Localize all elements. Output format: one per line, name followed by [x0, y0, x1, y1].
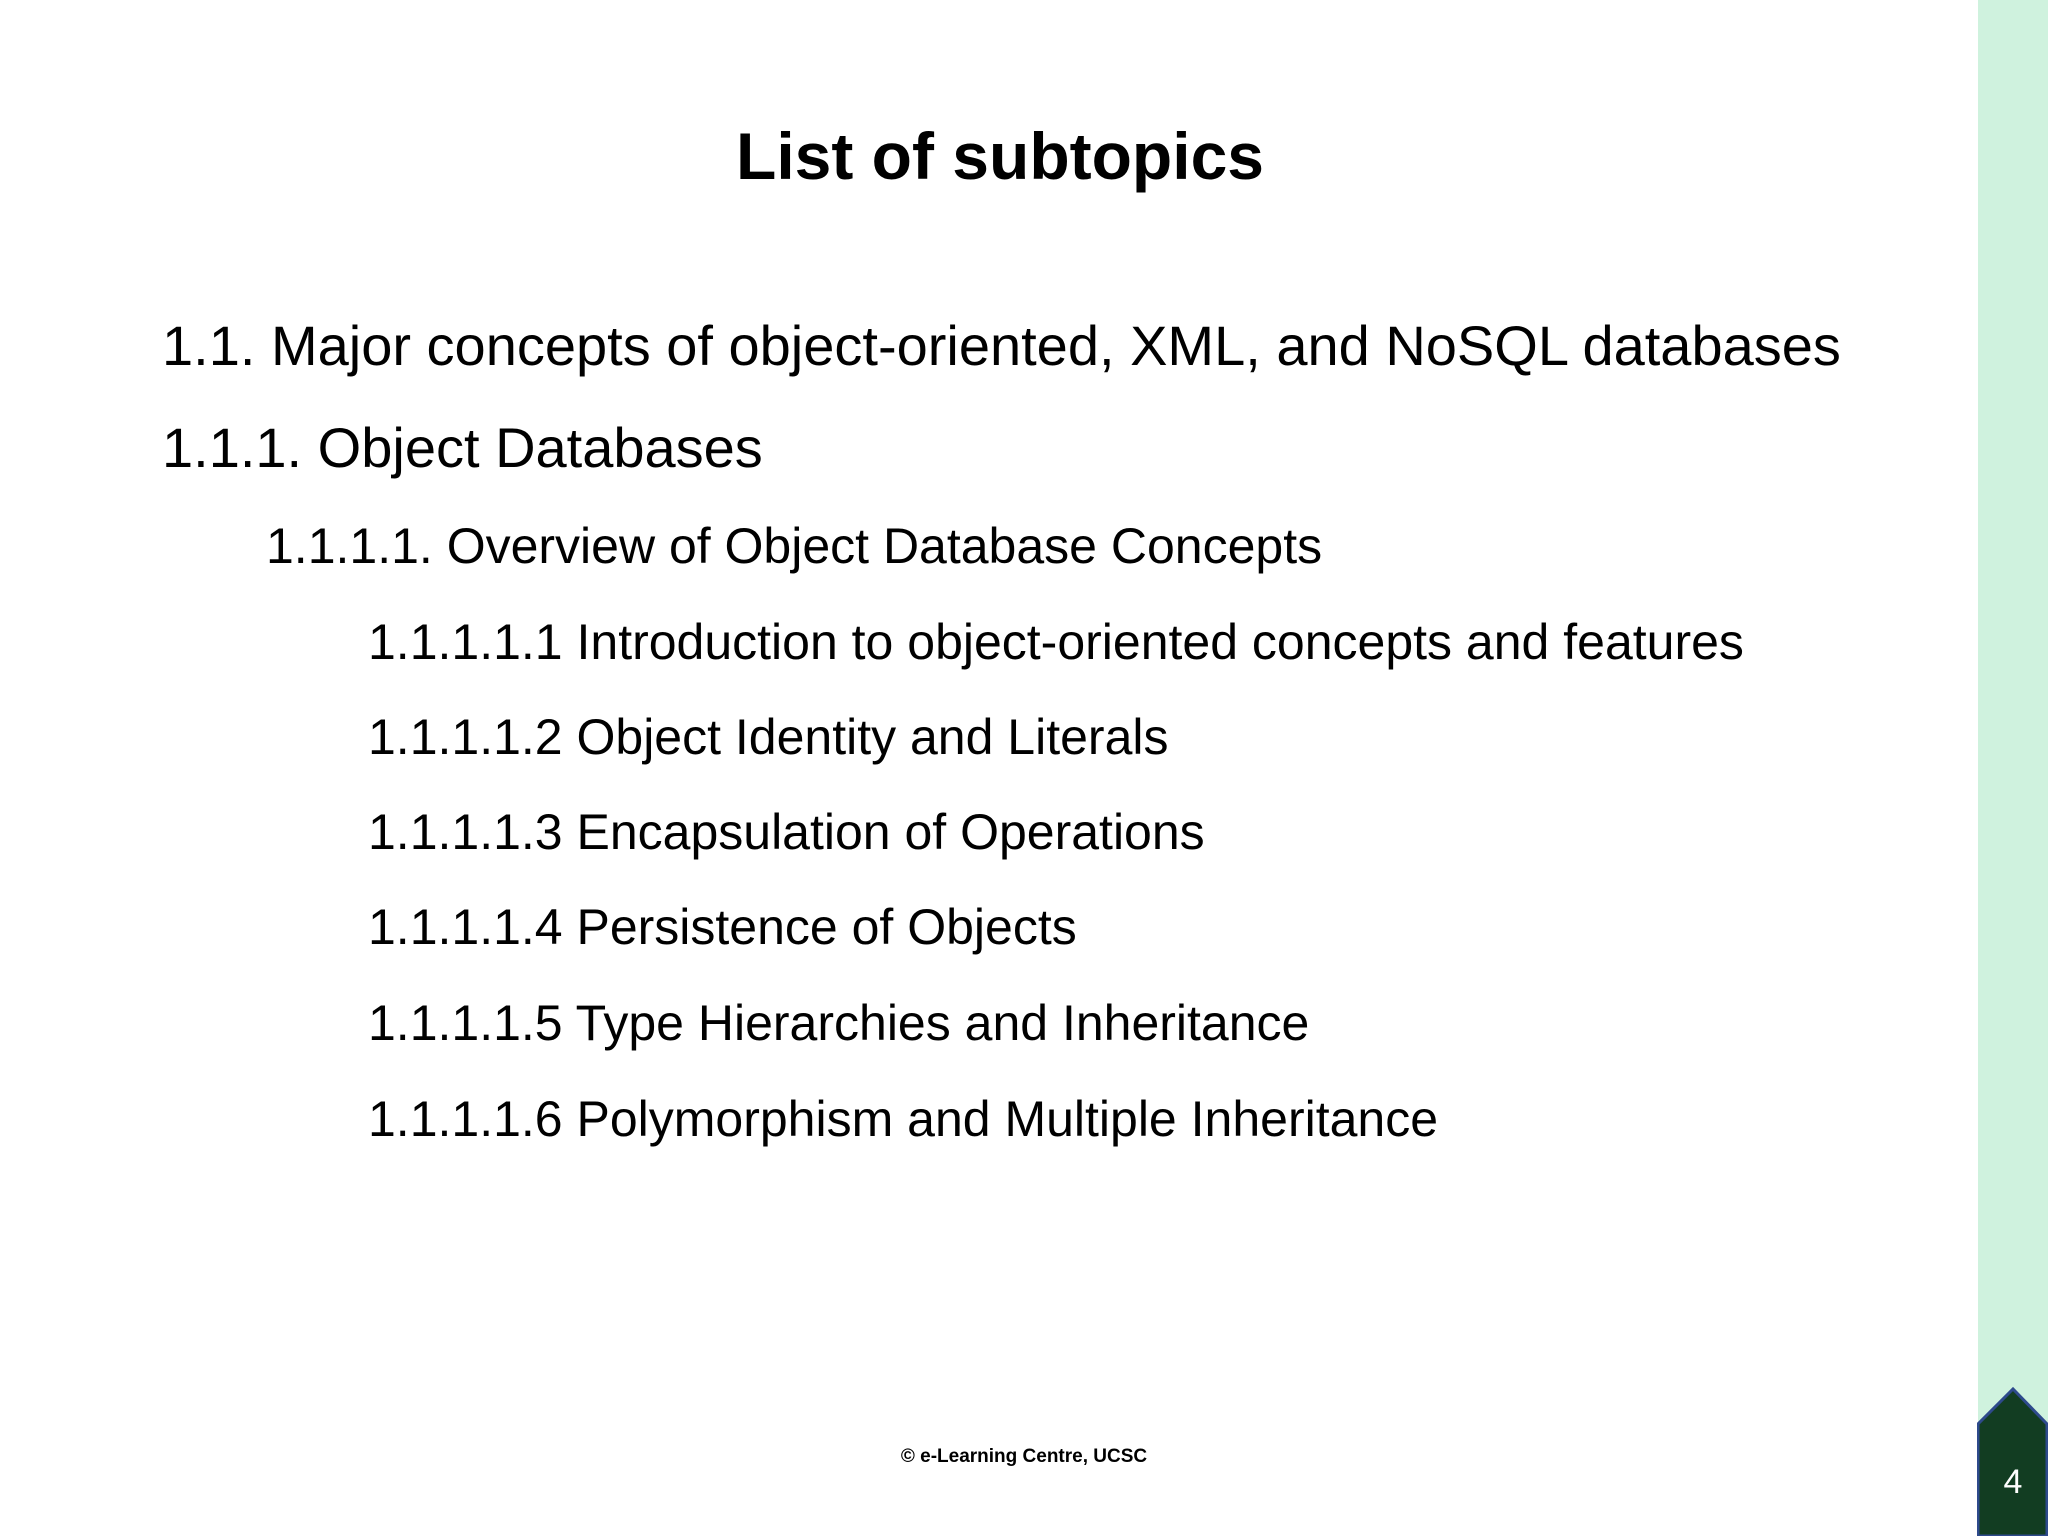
subtopic-item: 1.1.1.1.1 Introduction to object-oriented concepts and features [368, 614, 1744, 670]
page-badge-icon [1977, 1386, 2048, 1536]
page-number: 4 [2003, 1463, 2023, 1501]
subtopic-item: 1.1.1.1.3 Encapsulation of Operations [368, 804, 1205, 860]
slide-title: List of subtopics [736, 119, 1264, 193]
subtopic-item: 1.1.1.1. Overview of Object Database Concepts [266, 518, 1323, 574]
subtopic-item: 1.1.1.1.5 Type Hierarchies and Inheritance [368, 995, 1310, 1051]
side-accent-bar [1978, 0, 2048, 1536]
subtopic-item: 1.1.1.1.4 Persistence of Objects [368, 899, 1077, 955]
subtopic-item: 1.1.1.1.6 Polymorphism and Multiple Inheritance [368, 1091, 1439, 1147]
subtopic-item: 1.1.1. Object Databases [162, 416, 763, 479]
subtopic-item: 1.1.1.1.2 Object Identity and Literals [368, 709, 1169, 765]
subtopic-item: 1.1. Major concepts of object-oriented, XML, and NoSQL databases [162, 314, 1841, 377]
copyright-footer: © e-Learning Centre, UCSC [900, 1446, 1148, 1467]
